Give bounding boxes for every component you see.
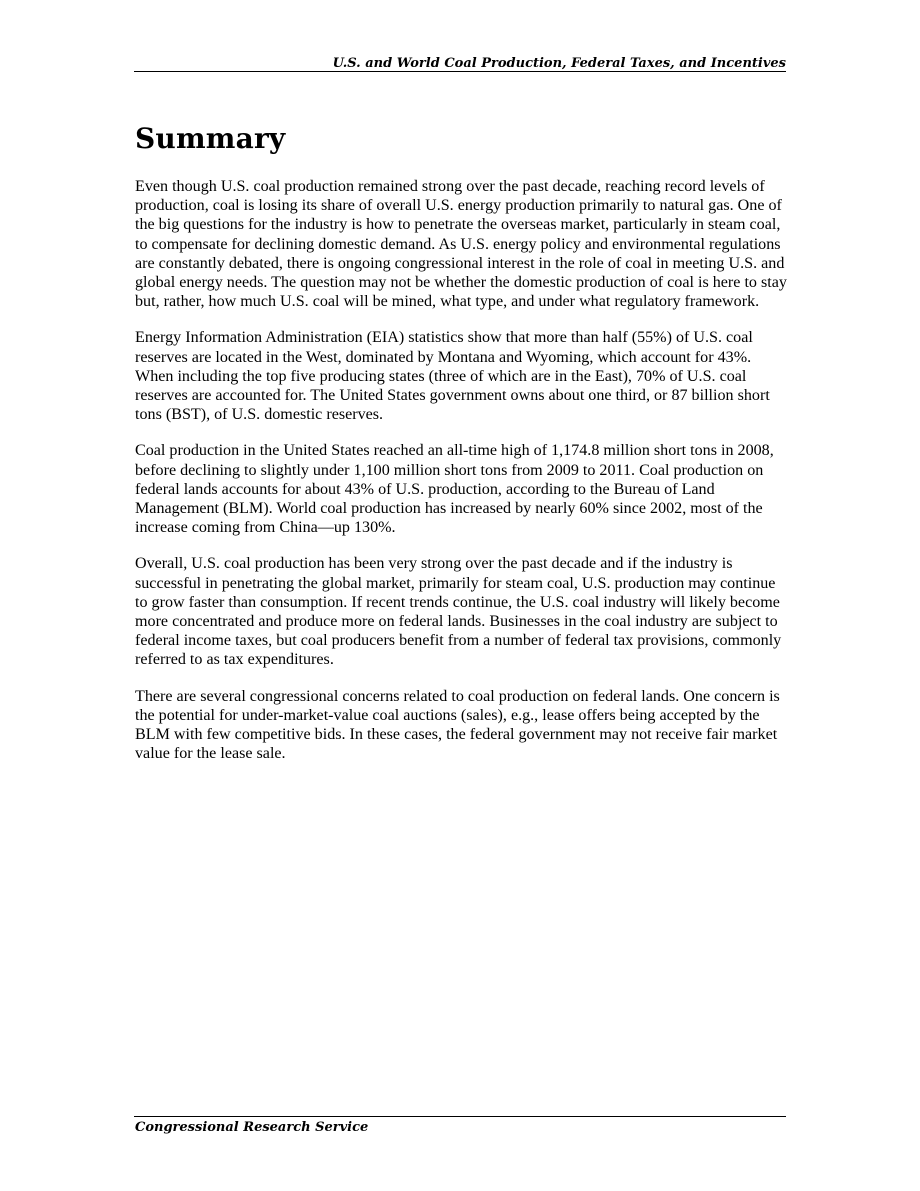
summary-paragraph-4: Overall, U.S. coal production has been very strong over the past decade and if the industry is successful in penetrating the global market, primarily for steam coal, U.S. production may continue to grow faster than consumption. If recent trends continue, the U.S. coal industry will likely become more concentrated and produce more on federal lands. Businesses in the coal industry are subject to federal income taxes, but coal producers benefit from a number of federal tax provisions, commonly referred to as tax expenditures. [135, 555, 782, 669]
summary-paragraph-2: Energy Information Administration (EIA) statistics show that more than half (55%) of U.S. coal reserves are located in the West, dominated by Montana and Wyoming, which account for 43%. When including the top five producing states (three of which are in the East), 70% of U.S. coal reserves are accounted for. The United States government owns about one third, or 87 billion short tons (BST), of U.S. domestic reserves. [135, 329, 770, 424]
running-header: U.S. and World Coal Production, Federal Taxes, and Incentives [332, 56, 786, 71]
summary-paragraph-5: There are several congressional concerns related to coal production on federal lands. One concern is the potential for under-market-value coal auctions (sales), e.g., lease offers being accepted by the BLM with few competitive bids. In these cases, the federal government may not receive fair market value for the lease sale. [135, 687, 780, 763]
footer-divider [134, 1116, 786, 1117]
header-divider [134, 71, 786, 72]
running-footer: Congressional Research Service [135, 1120, 369, 1135]
summary-body [135, 177, 787, 780]
summary-paragraph-3: Coal production in the United States reached an all-time high of 1,174.8 million short tons in 2008, before declining to slightly under 1,100 million short tons from 2009 to 2011. Coal production on federal lands accounts for about 43% of U.S. production, according to the Bureau of Land Management (BLM). World coal production has increased by nearly 60% since 2002, most of the increase coming from China—up 130%. [135, 442, 774, 537]
page-title: Summary [135, 122, 286, 155]
summary-paragraph-1: Even though U.S. coal production remained strong over the past decade, reaching record levels of production, coal is losing its share of overall U.S. energy production primarily to natural gas. One of the big questions for the industry is how to penetrate the overseas market, particularly in steam coal, to compensate for declining domestic demand. As U.S. energy policy and environmental regulations are constantly debated, there is ongoing congressional interest in the role of coal in meeting U.S. and global energy needs. The question may not be whether the domestic production of coal is here to stay but, rather, how much U.S. coal will be mined, what type, and under what regulatory framework. [135, 178, 787, 311]
